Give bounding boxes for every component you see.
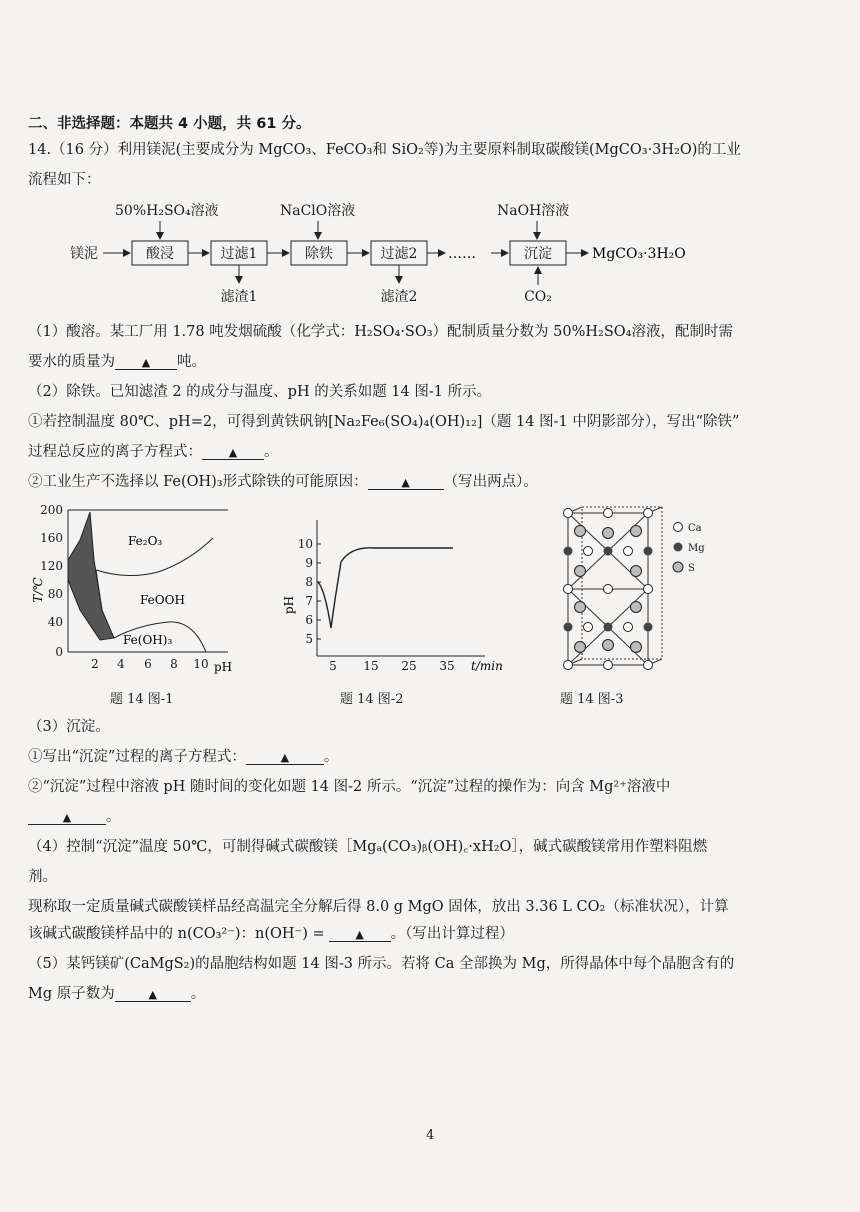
fig2-ytick: 8 [305, 575, 313, 589]
fig2-ytick: 6 [305, 613, 313, 627]
flow-dots: …… [448, 246, 476, 262]
fig2-xtick: 15 [363, 659, 379, 673]
flow-product: MgCO₃·3H₂O [592, 246, 686, 262]
figure-14-2-caption: 题 14 图-2 [340, 692, 404, 707]
part5-line1: （5）某钙镁矿(CaMgS₂)的晶胞结构如题 14 图-3 所示。若将 Ca 全部换为 Mg，所得晶体中每个晶胞含有的 [28, 956, 735, 972]
flow-residue-1: 滤渣1 [220, 289, 258, 305]
fig2-ytick: 9 [305, 556, 313, 570]
flow-box-iron-removal: 除铁 [305, 246, 333, 262]
fig1-region-feooh: FeOOH [140, 593, 185, 607]
flow-box-filter-1: 过滤1 [220, 246, 258, 262]
answer-blank[interactable]: ▲ [115, 356, 177, 370]
fig1-xtick: 4 [117, 657, 125, 671]
fig1-ytick: 120 [40, 559, 63, 573]
answer-blank[interactable]: ▲ [202, 446, 264, 460]
flow-box-filter-2: 过滤2 [380, 246, 418, 262]
part2-title: （2）除铁。已知滤渣 2 的成分与温度、pH 的关系如题 14 图-1 所示。 [28, 384, 492, 400]
flow-co2: CO₂ [524, 289, 552, 305]
part2-1-line1: ①若控制温度 80℃、pH=2，可得到黄铁矾钠[Na₂Fe₆(SO₄)₄(OH)₁₂]（题 14 图-1 中阴影部分），写出“除铁” [28, 414, 740, 430]
fig2-xlabel: t/min [471, 659, 503, 673]
figure-14-2-ph-curve [282, 510, 515, 680]
fig2-ph-line [318, 548, 453, 628]
flow-reagent-3: NaOH溶液 [497, 203, 570, 219]
section-title: 二、非选择题：本题共 4 小题，共 61 分。 [28, 116, 311, 132]
process-flow-diagram [60, 195, 740, 310]
part3-2-line1: ②“沉淀”过程中溶液 pH 随时间的变化如题 14 图-2 所示。“沉淀”过程的操作为：向含 Mg²⁺溶液中 [28, 779, 671, 795]
flow-residue-2: 滤渣2 [380, 289, 418, 305]
part4-line1: （4）控制“沉淀”温度 50℃，可制得碱式碳酸镁［Mgₐ(CO₃)ᵦ(OH)꜀·xH₂O］，碱式碳酸镁常用作塑料阻燃 [28, 839, 708, 855]
answer-blank[interactable]: ▲ [115, 988, 191, 1002]
fig2-ytick: 10 [297, 537, 313, 551]
fig3-legend-mg: Mg [688, 543, 705, 554]
part3-title: （3）沉淀。 [28, 719, 110, 735]
flow-start: 镁泥 [70, 246, 98, 262]
fig1-region-feoh3: Fe(OH)₃ [123, 633, 173, 647]
flow-box-precipitation: 沉淀 [524, 246, 552, 262]
answer-blank[interactable]: ▲ [329, 928, 391, 942]
figure-14-3-unit-cell [550, 505, 730, 680]
answer-blank[interactable]: ▲ [28, 811, 106, 825]
flow-box-acid-leach: 酸浸 [146, 246, 174, 262]
fig2-ytick: 7 [305, 594, 313, 608]
figure-14-1-phase-diagram [28, 500, 268, 680]
part1-line2: 要水的质量为 ▲ 吨。 [28, 354, 206, 370]
fig1-xtick: 10 [193, 657, 209, 671]
part3-1-line: ①写出“沉淀”过程的离子方程式： ▲ 。 [28, 749, 339, 765]
answer-blank[interactable]: ▲ [368, 476, 444, 490]
page-number: 4 [426, 1128, 435, 1143]
q14-intro-line1: 14.（16 分）利用镁泥(主要成分为 MgCO₃、FeCO₃和 SiO₂等)为主要原料制取碳酸镁(MgCO₃·3H₂O)的工业 [28, 142, 741, 158]
fig2-xtick: 35 [439, 659, 455, 673]
fig2-ylabel: pH [282, 595, 296, 615]
part3-2-line2: ▲ 。 [28, 805, 121, 826]
part1-line1: （1）酸溶。某工厂用 1.78 吨发烟硫酸（化学式：H₂SO₄·SO₃）配制质量分数为 50%H₂SO₄溶液，配制时需 [28, 324, 733, 340]
q14-intro-line2: 流程如下： [28, 172, 101, 188]
figure-14-1-caption: 题 14 图-1 [110, 692, 174, 707]
fig3-legend-s: S [688, 563, 695, 574]
fig1-ytick: 0 [55, 645, 63, 659]
part5-line2: Mg 原子数为 ▲ 。 [28, 986, 206, 1002]
fig2-xtick: 5 [329, 659, 337, 673]
part4-line4: 该碱式碳酸镁样品中的 n(CO₃²⁻)：n(OH⁻) = ▲ 。（写出计算过程） [28, 926, 514, 942]
fig1-region-fe2o3: Fe₂O₃ [128, 534, 163, 548]
part2-1-line2: 过程总反应的离子方程式： ▲ 。 [28, 444, 279, 460]
fig1-ytick: 200 [40, 503, 63, 517]
answer-blank[interactable]: ▲ [246, 751, 324, 765]
fig1-ytick: 80 [47, 587, 63, 601]
figure-14-3-caption: 题 14 图-3 [560, 692, 624, 707]
flow-reagent-1: 50%H₂SO₄溶液 [115, 203, 219, 219]
fig1-xtick: 8 [170, 657, 178, 671]
fig1-xtick: 2 [91, 657, 99, 671]
fig1-ytick: 40 [47, 615, 63, 629]
fig2-ytick: 5 [305, 632, 313, 646]
fig1-ylabel: T/℃ [31, 577, 45, 603]
part4-line3: 现称取一定质量碱式碳酸镁样品经高温完全分解后得 8.0 g MgO 固体，放出 3.36 L CO₂（标准状况），计算 [28, 899, 729, 915]
part2-2-line: ②工业生产不选择以 Fe(OH)₃形式除铁的可能原因： ▲ （写出两点）。 [28, 474, 538, 490]
fig1-xlabel: pH [214, 660, 233, 674]
fig3-legend-ca: Ca [688, 523, 702, 534]
fig1-shaded-region [68, 512, 114, 640]
part4-line2: 剂。 [28, 869, 57, 885]
fig1-xtick: 6 [144, 657, 152, 671]
fig1-ytick: 160 [40, 531, 63, 545]
flow-reagent-2: NaClO溶液 [280, 203, 356, 219]
fig2-xtick: 25 [401, 659, 417, 673]
